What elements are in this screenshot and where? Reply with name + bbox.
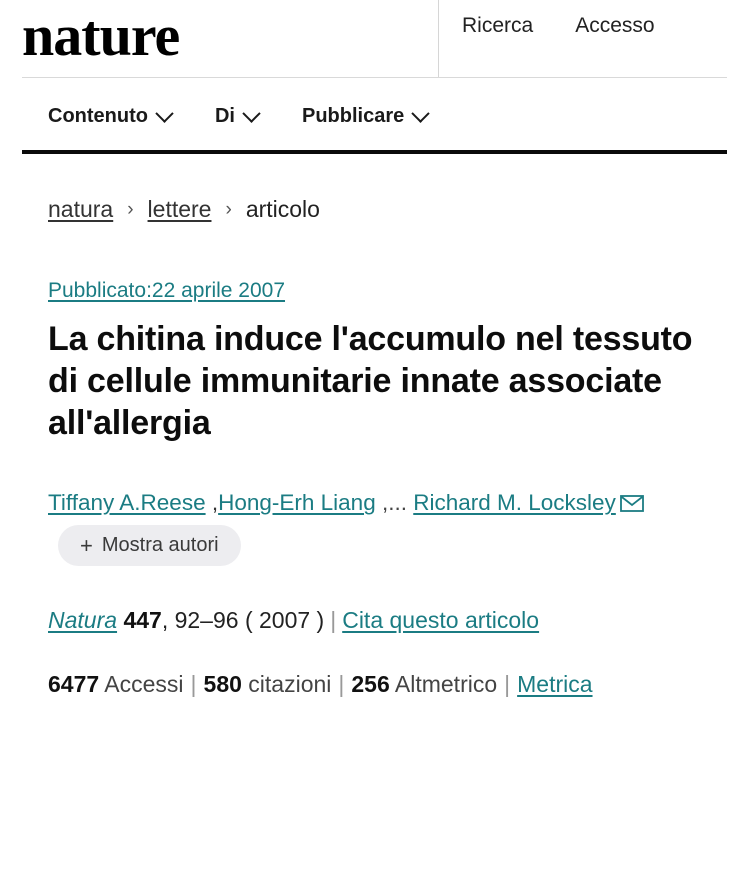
author-list [48, 484, 708, 568]
breadcrumb [48, 154, 727, 223]
chevron-down-icon [242, 104, 260, 122]
journal-link[interactable]: Natura [48, 607, 118, 634]
metrics-divider: | [504, 670, 511, 697]
author-separator-2: ,... [375, 490, 407, 516]
masthead-link-search[interactable]: Ricerca [462, 14, 534, 37]
accesses-label: Accessi [104, 670, 184, 697]
plus-icon: + [80, 532, 93, 558]
breadcrumb-item-natura[interactable]: natura [48, 196, 114, 222]
masthead-link-login[interactable]: Accesso [575, 14, 655, 37]
article-content [0, 154, 749, 703]
nav-item-di-label: Di [214, 104, 235, 127]
breadcrumb-item-lettere[interactable]: lettere [147, 196, 212, 222]
author-link-2[interactable]: Hong-Erh Liang [218, 490, 376, 516]
nav-item-pubblicare[interactable] [302, 105, 427, 128]
breadcrumb-separator: › [127, 198, 134, 220]
masthead [0, 0, 749, 78]
altmetric-count: 256 [351, 670, 390, 697]
masthead-links [462, 14, 655, 38]
author-separator-1: , [205, 490, 219, 516]
author-link-3[interactable]: Richard M. Locksley [413, 490, 616, 516]
nature-logo[interactable]: nature [22, 3, 180, 68]
cite-this-article-link[interactable]: Cita questo articolo [342, 607, 540, 634]
show-authors-button[interactable] [58, 525, 241, 566]
chevron-down-icon [155, 104, 173, 122]
accesses-count: 6477 [48, 670, 100, 697]
nav-bottom-rule [22, 150, 727, 154]
citation-volume: 447 [123, 607, 162, 634]
main-navigation [0, 78, 749, 154]
email-icon[interactable] [620, 486, 644, 525]
page-title: La chitina induce l'accumulo nel tessuto di cellule immunitarie innate associate all'allergia [48, 320, 693, 442]
metrics-divider: | [190, 670, 197, 697]
metrics-link[interactable]: Metrica [517, 670, 593, 697]
metrics-divider: | [338, 670, 345, 697]
nav-item-contenuto[interactable] [48, 105, 171, 128]
published-date[interactable]: Pubblicato:22 aprile 2007 [48, 279, 286, 302]
breadcrumb-separator: › [225, 198, 232, 220]
breadcrumb-item-articolo: articolo [245, 196, 320, 222]
citations-label: citazioni [248, 670, 332, 697]
altmetric-label: Altmetrico [394, 670, 498, 697]
nav-item-pubblicare-label: Pubblicare [301, 104, 405, 127]
author-link-1[interactable]: Tiffany A.Reese [48, 490, 206, 516]
metrics-line [48, 666, 727, 703]
show-authors-label: Mostra autori [101, 534, 219, 557]
citations-count: 580 [203, 670, 242, 697]
citation-line [48, 602, 708, 639]
nav-item-di[interactable] [215, 105, 258, 128]
citation-pages: , 92–96 ( 2007 ) [161, 607, 325, 634]
masthead-divider [438, 0, 439, 78]
citation-divider: | [330, 607, 337, 634]
chevron-down-icon [412, 104, 430, 122]
nav-item-contenuto-label: Contenuto [48, 104, 148, 127]
